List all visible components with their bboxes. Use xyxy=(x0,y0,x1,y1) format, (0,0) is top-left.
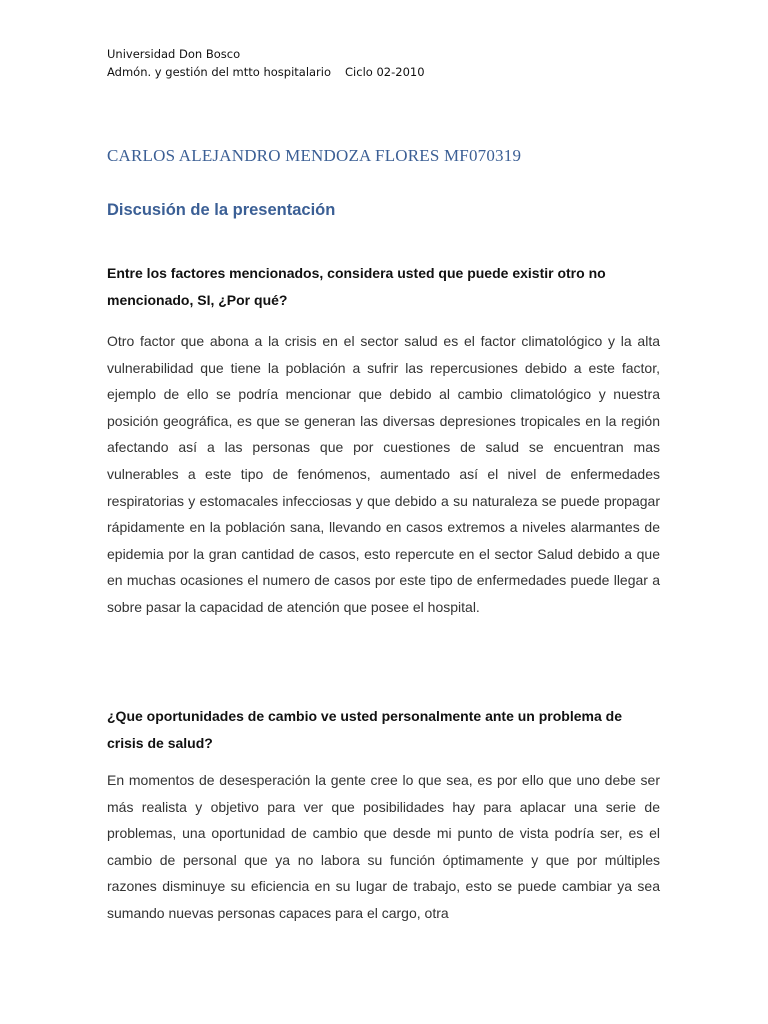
cycle-label: Ciclo 02-2010 xyxy=(345,65,425,79)
answer-1: Otro factor que abona a la crisis en el sector salud es el factor climatológico y la alta vulnerabilidad que tiene la población a sufrir las repercusiones debido a este factor, ejemplo de ello se podría mencionar que debido al cambio climatológico y nuestra posición geográfica, es que se generan las diversas depresiones tropicales en la región afectando así a las personas que por cuestiones de salud se encuentran mas vulnerables a este tipo de fenómenos, aumentado así el nivel de enfermedades respiratorias y estomacales infecciosas y que debido a su naturaleza se puede propagar rápidamente en la población sana, llevando en casos extremos a niveles alarmantes de epidemia por la gran cantidad de casos, esto repercute en el sector Salud debido a que en muchas ocasiones el numero de casos por este tipo de enfermedades puede llegar a sobre pasar la capacidad de atención que posee el hospital. xyxy=(107,333,660,615)
section-title: Discusión de la presentación xyxy=(107,201,336,219)
author-line: CARLOS ALEJANDRO MENDOZA FLORES MF070319 xyxy=(107,146,522,165)
course-line xyxy=(107,63,425,81)
question-1: Entre los factores mencionados, considera usted que puede existir otro no mencionado, SI, ¿Por qué? xyxy=(107,265,606,308)
document-header xyxy=(107,45,425,81)
answer-2: En momentos de desesperación la gente cree lo que sea, es por ello que uno debe ser más realista y objetivo para ver que posibilidades hay para aplacar una serie de problemas, una oportunidad de cambio que desde mi punto de vista podría ser, es el cambio de personal que ya no labora su función óptimamente y que por múltiples razones disminuye su eficiencia en su lugar de trabajo, esto se puede cambiar ya sea sumando nuevas personas capaces para el cargo, otra xyxy=(107,772,660,921)
course-name: Admón. y gestión del mtto hospitalario xyxy=(107,65,332,79)
university-name: Universidad Don Bosco xyxy=(107,47,241,61)
question-2: ¿Que oportunidades de cambio ve usted personalmente ante un problema de crisis de salud? xyxy=(107,708,622,751)
